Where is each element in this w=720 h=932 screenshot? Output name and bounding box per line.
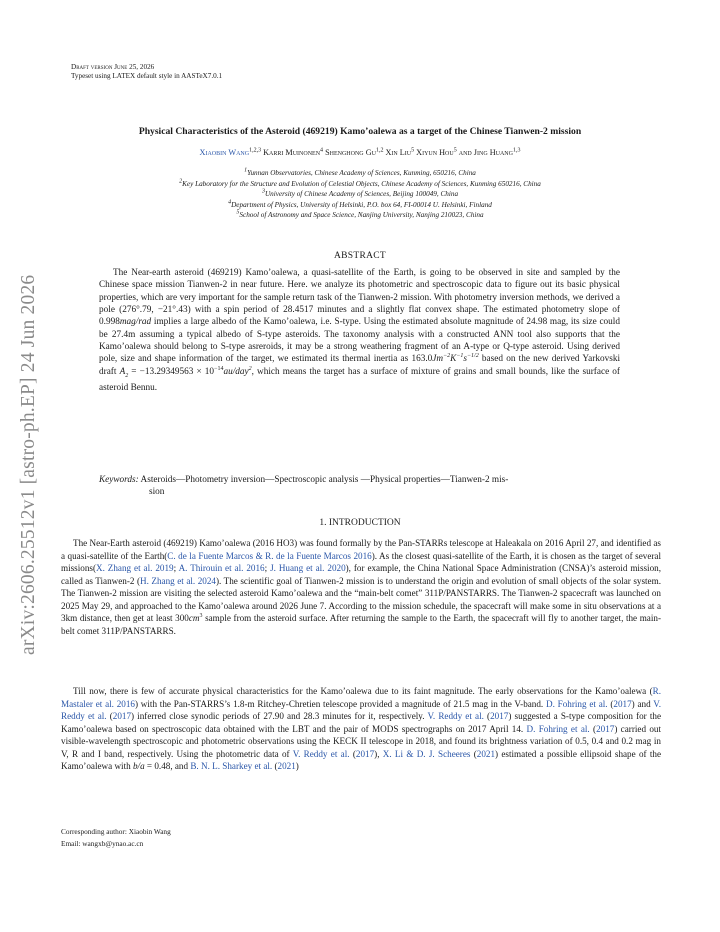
unit: $Jm^{-2}K^{-1}s^{-1/2}$ [432, 353, 479, 365]
citation-link[interactable]: C. de la Fuente Marcos & R. de la Fuente Marcos 2016 [167, 550, 372, 561]
affil-num: 2 [179, 178, 183, 185]
citation-year-link[interactable]: 2017 [613, 698, 632, 709]
keywords [99, 474, 620, 499]
intro-paragraph-2: Till now, there is few of accurate physical characteristics for the Kamo’oalewa due to its faint magnitude. The early observations for the Kamo’oalewa (R. Mastaler et al. 2016) with the Pan-STARRS’s 1.8-m Ritchey-Chretien telescope provided a magnitude of 21.5 mag in the V-band. D. Fohring et al. (2017) and V. Reddy et al. (2017) inferred close synodic periods of 27.90 and 28.3 minutes for it, respectively. V. Reddy et al. (2017) suggested a S-type composition for the Kamo’oalewa based on spectroscopic data obtained with the LBT and the pair of MODS spectrographs on 2017 April 14. D. Fohring et al. (2017) carried out visible-wavelength spectroscopic and photometric observations using the KECK II telescope in 2018, and found its brightness variation of 0.5, 0.4 and 0.2 mag in V, R and I band, respectively. Using the photometric data of V. Reddy et al. (2017), X. Li & D. J. Scheeres (2021) estimated a possible ellipsoid shape of the Kamo’oalewa with b/a = 0.48, and B. N. L. Sharkey et al. (2021) [61, 686, 662, 771]
corresponding-author: Corresponding author: Xiaobin Wang [61, 827, 171, 836]
author-list [0, 148, 720, 157]
author-affil: 5 [411, 147, 415, 154]
intro-paragraph-1: The Near-Earth asteroid (469219) Kamo’oalewa (2016 HO3) was found formally by the Pan-STARRs telescope at Haleakala on 2016 April 27, and identified as a quasi-satellite of the Earth(C. de la Fuente Marcos & R. de la Fuente Marcos 2016). As the closest quasi-satellite of the Earth, it is chosen as the target of several missions(X. Zhang et al. 2019; A. Thirouin et al. 2016; J. Huang et al. 2020), for example, the China National Space Administration (CNSA)’s asteroid mission, called as Tianwen-2 (H. Zhang et al. 2024). The scientific goal of Tianwen-2 mission is to understand the origin and evolution of small objects of the solar system. The Tianwen-2 mission are visiting the selected asteroid Kamo’oalewa and the “main-belt comet” 311P/PANSTARRS. The Tianwen-2 spacecraft was launched on 2025 May 29, and approached to the Kamo’oalewa around 2026 June 7. According to the mission schedule, the spacecraft will make some in situ observations at a 3km distance, then get at least $300cm^3$ sample from the asteroid surface. After returning the sample to the Earth, the spacecraft will fly to another target, the main-belt comet 311P/PANSTARRS. [61, 538, 662, 636]
draft-header [71, 63, 222, 82]
citation-link[interactable]: X. Zhang et al. 2019 [96, 563, 174, 573]
citation-link[interactable]: H. Zhang et al. 2024 [140, 575, 216, 586]
citation-link[interactable]: A. Thirouin et al. 2016 [178, 563, 265, 573]
author-link[interactable]: Xiaobin Wang [199, 148, 250, 157]
citation-link[interactable]: B. N. L. Sharkey et al. [190, 761, 273, 771]
citation-link[interactable]: V. Reddy et al. [292, 748, 350, 759]
citation-link[interactable]: D. Fohring et al. [546, 698, 608, 709]
author: Shenghong Gu [325, 148, 376, 157]
author-email: Email: wangxb@ynao.ac.cn [61, 839, 144, 849]
abstract-text: based on the new derived Yarkovski draft [99, 354, 621, 377]
keywords-text: Asteroids—Photometry inversion—Spectroscopic analysis —Physical properties—Tianwen-2 mis- [138, 475, 509, 485]
affil-num: 4 [228, 199, 232, 206]
affiliation [0, 200, 720, 211]
affil-num: 5 [236, 209, 240, 216]
citation-link[interactable]: R. Mastaler et al. 2016 [61, 686, 661, 709]
abstract-body: The Near-earth asteroid (469219) Kamo’oalewa, a quasi-satellite of the Earth, is going to be observed in site and sampled by the Chinese space mission Tianwen-2 in near future. Here. we analyze its photometric and spectroscopic data to figure out its basic physical properties, which are very important for the sample return task of the Tianwen-2 mission. With photometry inversion methods, we derived a pole (276°.79, −21°.43) with a spin period of 28.4517 minutes and a slightly flat convex shape. The estimated photometry slope of 0.998mag/rad implies a large albedo of the Kamo’oalewa, i.e. S-type. Using the estimated absolute magnitude of 24.98 mag, its size could be 27.4m assuming a typical albedo of S-type asteroids. The taxonomy analysis with a constructed ANN tool also supports that the Kamo’oalewa should belong to S-type asreroids, it may be a strong weathering fragment of an A-type or Q-type asteroid. Using derived pole, size and shape information of the target, we estimated its thermal inertia as $163.0Jm^{-2}K^{-1}s^{-1/2}$ based on the new derived Yarkovski draft $A_2 = -13.29349563 \times 10^{-14}au/day^2$, which means the target has a surface of mixture of grains and small bounds, like the surface of asteroid Bennu. [99, 268, 621, 393]
draft-version-line: Draft version June 25, 2026 [71, 63, 155, 71]
citation-year-link[interactable]: 2017 [490, 711, 509, 721]
author: and Jing Huang [458, 148, 513, 157]
affil-text: University of Chinese Academy of Sciences, Beijing 100049, China [264, 190, 459, 199]
affil-num: 1 [244, 167, 248, 174]
citation-year-link[interactable]: 2017 [355, 748, 375, 759]
ratio-symbol: b/a [132, 761, 145, 771]
author-affil: 5 [453, 147, 457, 154]
author-affil: 1,2,3 [249, 147, 262, 154]
arxiv-stamp: arXiv:2606.25512v1 [astro-ph.EP] 24 Jun 2026 [18, 274, 39, 655]
unit: mag/rad [119, 317, 152, 328]
abstract-text: = −13.29349563 × 10 [128, 366, 215, 377]
citation-link[interactable]: V. Reddy et al. [427, 711, 484, 721]
author: Karri Muinonen [263, 148, 321, 157]
abstract-text: The Near-earth asteroid (469219) Kamo’oalewa, a quasi-satellite of the Earth, is going to be observed in site and sampled by the Chinese space mission Tianwen-2 in near future. Here. we analyze its photometric and spectroscopic data to figure out its basic physical properties, which are very important for the sample return task of the Tianwen-2 mission. With photometry inversion methods, we derived a pole (276°.79, −21°.43) with a spin period of 28.4517 minutes and a slightly flat convex shape. The estimated photometry slope of 0.998 [99, 268, 620, 328]
affil-text: Key Laboratory for the Structure and Evolution of Celestial Objects, Chinese Academy of Sciences, Kunming 650216, China [182, 179, 541, 188]
symbol: $A_2$ [119, 366, 129, 379]
affil-text: School of Astronomy and Space Science, Nanjing University, Nanjing 210023, China [239, 211, 484, 220]
unit: cm [188, 613, 200, 623]
section-heading: 1. INTRODUCTION [319, 518, 401, 528]
typeset-line: Typeset using LATEX default style in AASTeX7.0.1 [71, 72, 223, 81]
abstract-heading: ABSTRACT [333, 251, 387, 261]
citation-link[interactable]: X. Li & D. J. Scheeres [382, 748, 471, 759]
abstract-text: implies a large albedo of the Kamo’oalewa, i.e. S-type. Using the estimated absolute magnitude of 24.98 mag, its size could be 27.4m assuming a typical albedo of S-type asteroids. The taxonomy analysis with a constructed ANN tool also supports that the Kamo’oalewa should belong to S-type asreroids, it may be a strong weathering fragment of an A-type or Q-type asteroid. Using derived pole, size and shape information of the target, we estimated its thermal inertia as 163.0 [99, 317, 620, 365]
author-affil: 4 [320, 147, 324, 154]
footnote [61, 826, 171, 851]
keywords-text: sion [149, 487, 165, 498]
author-affil: 1,3 [512, 147, 521, 154]
author: Xin Liu [385, 148, 412, 157]
citation-year-link[interactable]: 2017 [112, 711, 131, 721]
affiliation [0, 179, 720, 190]
unit: au/day$^2$ [223, 365, 252, 377]
affil-text: Department of Physics, University of Helsinki, P.O. box 64, FI-00014 U. Helsinki, Finland [231, 200, 492, 209]
citation-link[interactable]: J. Huang et al. 2020 [270, 563, 346, 573]
paper-title: Physical Characteristics of the Asteroid (469219) Kamo’oalewa as a target of the Chinese Tianwen-2 mission [138, 126, 582, 137]
affiliation [0, 189, 720, 200]
citation-link[interactable]: D. Fohring et al. [526, 723, 590, 734]
affil-text: Yunnan Observatories, Chinese Academy of Sciences, Kunming, 650216, China [247, 169, 476, 177]
abstract-text: , which means the target has a surface of mixture of grains and small bounds, like the surface of asteroid Bennu. [99, 366, 620, 393]
citation-link[interactable]: V. Reddy et al. [61, 698, 661, 721]
affiliation [0, 210, 720, 221]
citation-year-link[interactable]: 2017 [596, 723, 615, 734]
keywords-label: Keywords: [99, 475, 139, 485]
author: Xiyun Hou [416, 148, 454, 157]
citation-year-link[interactable]: 2021 [277, 761, 296, 771]
citation-year-link[interactable]: 2021 [476, 748, 496, 759]
author-affil: 1,2 [375, 147, 384, 154]
affiliation [0, 168, 720, 179]
affil-num: 3 [261, 188, 265, 195]
affiliations [0, 168, 720, 221]
